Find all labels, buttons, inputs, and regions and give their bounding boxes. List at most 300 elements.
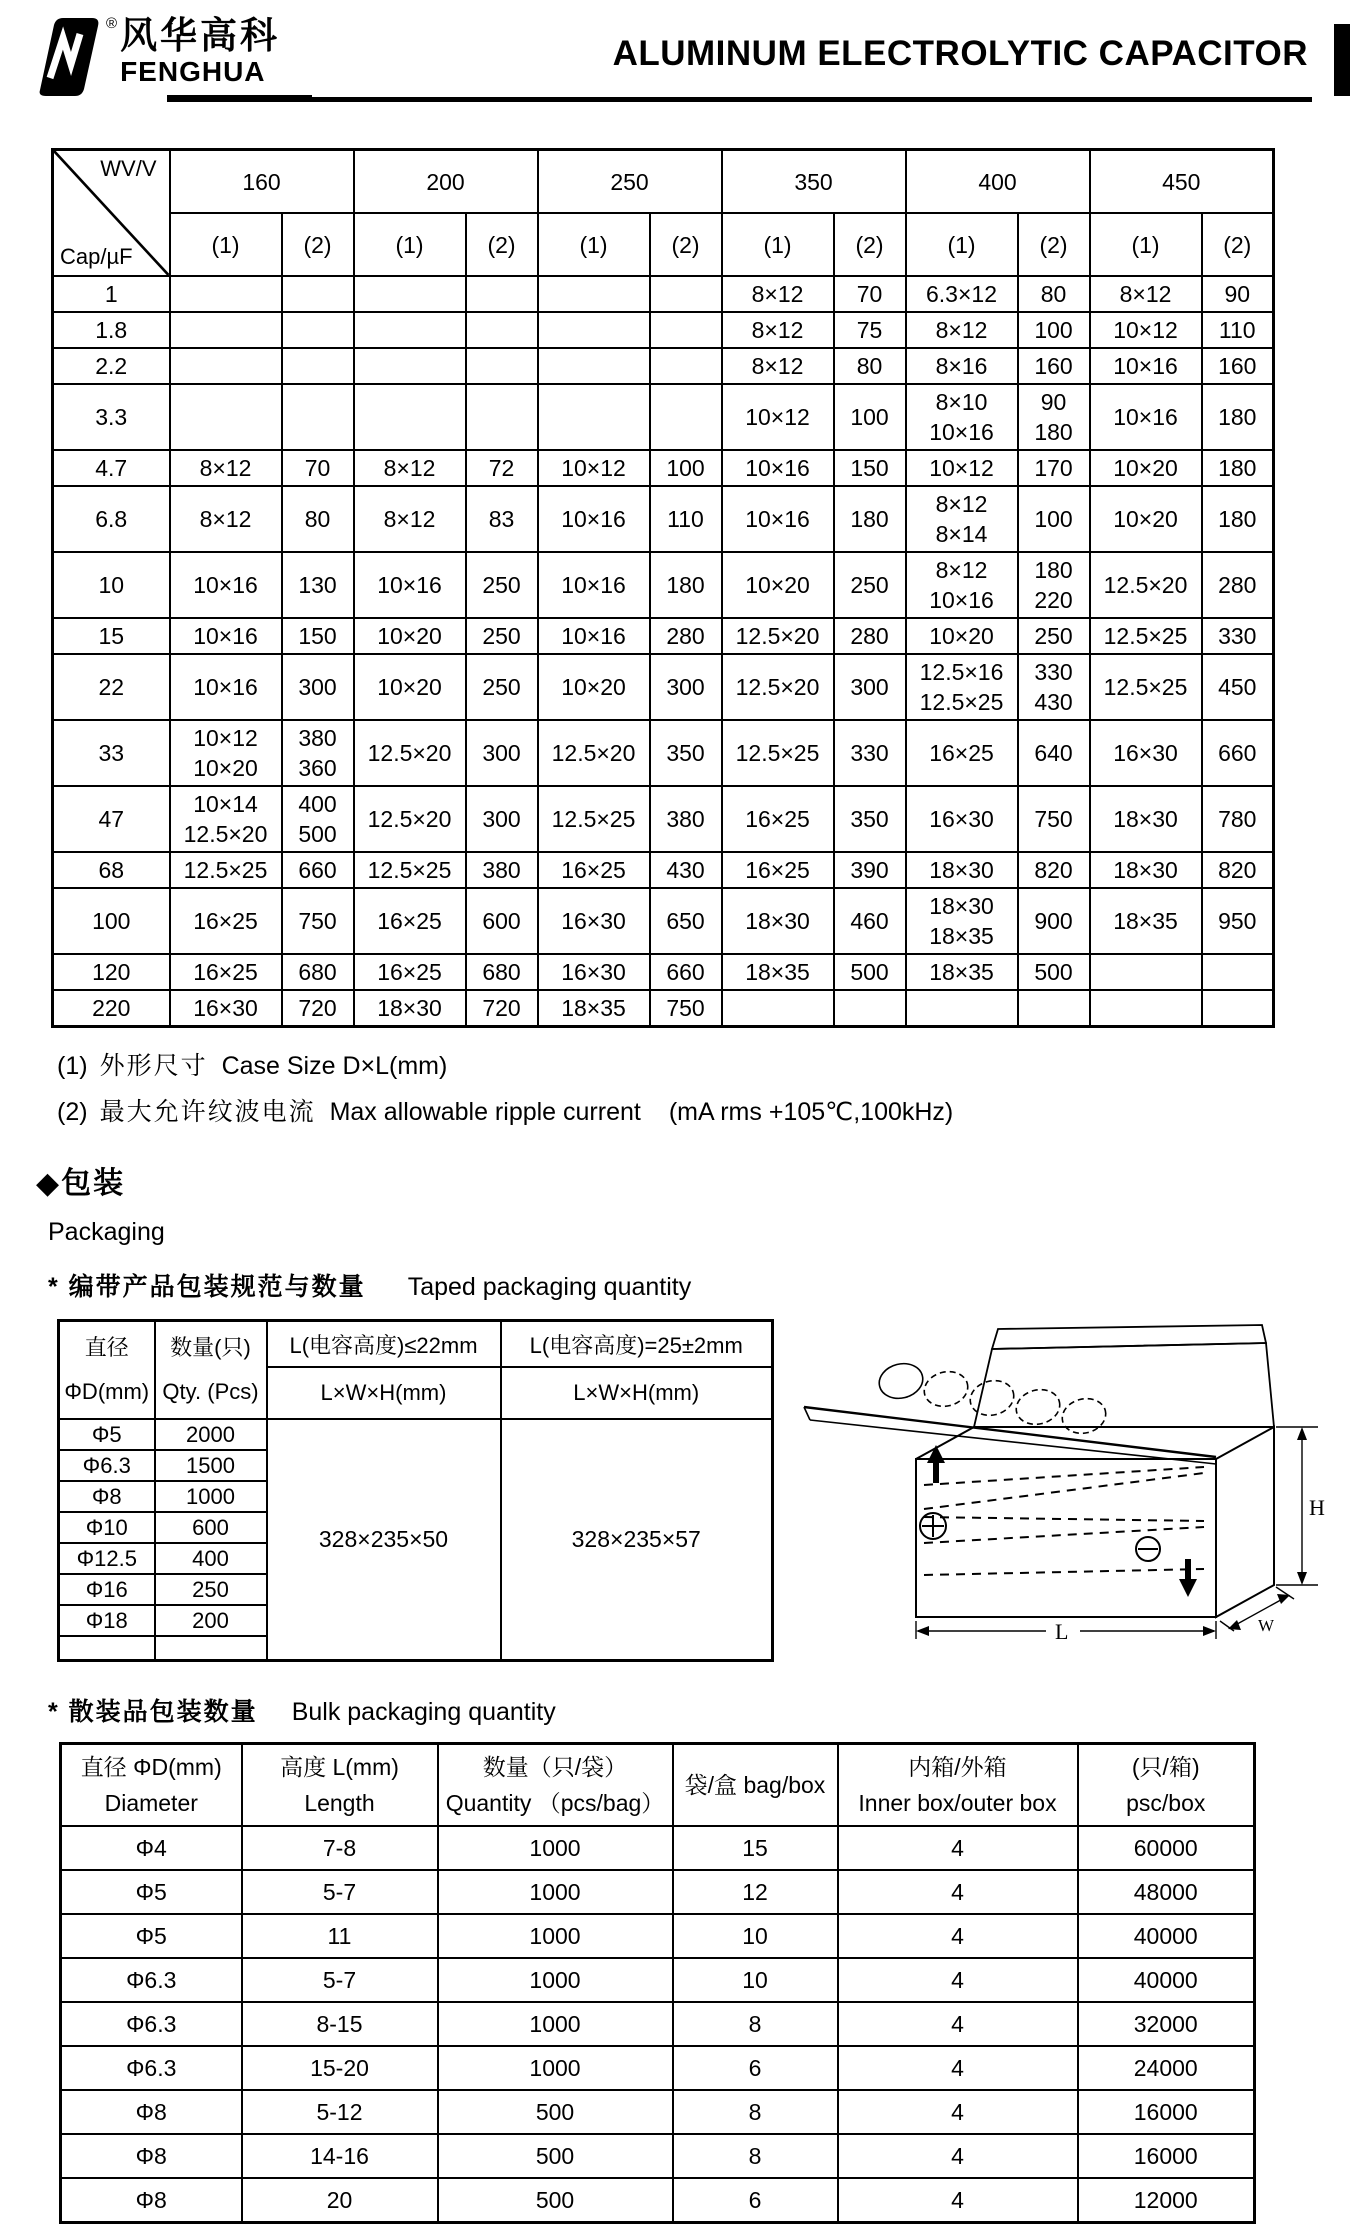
ripple-current-cell: 250 xyxy=(466,552,538,618)
voltage-header: 450 xyxy=(1090,150,1274,214)
cap-value-cell: 1.8 xyxy=(53,312,170,348)
case-size-cell xyxy=(354,384,466,450)
inner-outer-box-cell: 4 xyxy=(838,2046,1078,2090)
case-size-cell: 16×25 xyxy=(354,888,466,954)
sub-header-1: (1) xyxy=(538,213,650,276)
case-size-cell: 10×12 xyxy=(722,384,834,450)
ripple-current-cell: 450 xyxy=(1202,654,1274,720)
ratings-row xyxy=(53,486,1274,552)
sub-header-1: (1) xyxy=(722,213,834,276)
page-corner-mark xyxy=(1334,24,1350,96)
inner-outer-box-cell: 4 xyxy=(838,2090,1078,2134)
case-size-cell: 8×12 xyxy=(170,450,282,486)
bag-per-box-cell: 12 xyxy=(673,1870,838,1914)
case-size-cell: 10×14 12.5×20 xyxy=(170,786,282,852)
bulk-row xyxy=(61,2090,1255,2134)
ripple-current-cell xyxy=(282,348,354,384)
pcs-per-box-cell: 16000 xyxy=(1078,2134,1255,2178)
ripple-current-cell: 680 xyxy=(282,954,354,990)
ripple-current-cell: 300 xyxy=(650,654,722,720)
bag-per-box-cell: 8 xyxy=(673,2134,838,2178)
case-size-cell: 16×25 xyxy=(538,852,650,888)
case-size-cell: 16×25 xyxy=(170,888,282,954)
ripple-current-cell xyxy=(650,348,722,384)
empty-cell xyxy=(59,1636,155,1661)
case-size-cell xyxy=(906,990,1018,1027)
cap-value-cell: 33 xyxy=(53,720,170,786)
bag-per-box-cell: 6 xyxy=(673,2046,838,2090)
bulk-length-header xyxy=(242,1744,438,1827)
ripple-current-cell: 180 xyxy=(1202,384,1274,450)
ratings-row xyxy=(53,786,1274,852)
case-size-cell xyxy=(1090,990,1202,1027)
ripple-current-cell: 660 xyxy=(1202,720,1274,786)
diameter-cell: Φ5 xyxy=(61,1870,242,1914)
note-case-size xyxy=(57,1046,1350,1082)
case-size-cell: 10×16 xyxy=(1090,348,1202,384)
case-size-cell xyxy=(170,276,282,312)
note-number: (1) xyxy=(57,1052,88,1080)
case-size-cell xyxy=(722,990,834,1027)
case-size-cell: 8×12 xyxy=(170,486,282,552)
cap-value-cell: 6.8 xyxy=(53,486,170,552)
ripple-current-cell: 900 xyxy=(1018,888,1090,954)
ripple-current-cell: 280 xyxy=(650,618,722,654)
case-size-cell: 10×16 xyxy=(354,552,466,618)
case-size-cell: 10×20 xyxy=(538,654,650,720)
case-size-cell: 12.5×25 xyxy=(722,720,834,786)
case-size-cell: 10×20 xyxy=(354,654,466,720)
packaging-section-title-en: Packaging xyxy=(48,1218,165,1246)
case-size-cell: 12.5×20 xyxy=(722,618,834,654)
inner-outer-box-cell: 4 xyxy=(838,2002,1078,2046)
diameter-cell: Φ8 xyxy=(61,2090,242,2134)
ripple-current-cell xyxy=(282,276,354,312)
ripple-current-cell: 250 xyxy=(1018,618,1090,654)
note-ripple-current xyxy=(57,1092,1350,1128)
length-cell: 8-15 xyxy=(242,2002,438,2046)
ripple-current-cell xyxy=(650,384,722,450)
case-size-cell: 12.5×25 xyxy=(170,852,282,888)
header-line-en: psc/box xyxy=(1126,1790,1206,1816)
inner-outer-box-cell: 4 xyxy=(838,2178,1078,2223)
case-size-cell: 8×12 xyxy=(354,486,466,552)
diameter-cell: Φ18 xyxy=(59,1605,155,1636)
tape-down-arrow-icon xyxy=(1179,1559,1197,1597)
inner-outer-box-cell: 4 xyxy=(838,1870,1078,1914)
header-line-cn: (只/箱) xyxy=(1131,1754,1200,1780)
sub-header-2: (2) xyxy=(1018,213,1090,276)
cap-value-cell: 120 xyxy=(53,954,170,990)
ripple-current-cell: 90 180 xyxy=(1018,384,1090,450)
ripple-current-cell: 100 xyxy=(650,450,722,486)
taped-heading-en: Taped packaging quantity xyxy=(407,1273,692,1301)
ripple-current-cell: 390 xyxy=(834,852,906,888)
case-size-cell: 16×25 xyxy=(906,720,1018,786)
case-size-cell xyxy=(170,384,282,450)
case-size-cell: 18×30 xyxy=(906,852,1018,888)
case-size-cell: 18×35 xyxy=(906,954,1018,990)
cap-value-cell: 2.2 xyxy=(53,348,170,384)
case-size-cell: 8×12 xyxy=(906,312,1018,348)
case-size-cell: 18×35 xyxy=(1090,888,1202,954)
ripple-current-cell: 100 xyxy=(834,384,906,450)
pcs-per-box-cell: 60000 xyxy=(1078,1826,1255,1870)
bulk-row xyxy=(61,2002,1255,2046)
case-size-cell xyxy=(1090,954,1202,990)
qty-cell: 1500 xyxy=(155,1450,267,1481)
bulk-inner-outer-header xyxy=(838,1744,1078,1827)
qty-per-bag-cell: 1000 xyxy=(438,1870,673,1914)
length-cell: 5-7 xyxy=(242,1958,438,2002)
bulk-packaging-table xyxy=(59,1742,1256,2224)
bag-per-box-cell: 15 xyxy=(673,1826,838,1870)
case-size-cell: 18×30 xyxy=(354,990,466,1027)
cap-value-cell: 68 xyxy=(53,852,170,888)
bulk-row xyxy=(61,2046,1255,2090)
ratings-row xyxy=(53,954,1274,990)
header-rule xyxy=(312,97,1312,102)
case-size-cell: 10×16 xyxy=(1090,384,1202,450)
diameter-cell: Φ4 xyxy=(61,1826,242,1870)
bulk-row xyxy=(61,1958,1255,2002)
bulk-row xyxy=(61,1826,1255,1870)
qty-cell: 1000 xyxy=(155,1481,267,1512)
case-size-cell: 16×25 xyxy=(722,852,834,888)
bag-per-box-cell: 8 xyxy=(673,2090,838,2134)
ratings-row xyxy=(53,654,1274,720)
pcs-per-box-cell: 40000 xyxy=(1078,1958,1255,2002)
inner-outer-box-cell: 4 xyxy=(838,2134,1078,2178)
ratings-row xyxy=(53,720,1274,786)
pcs-per-box-cell: 32000 xyxy=(1078,2002,1255,2046)
ripple-current-cell: 160 xyxy=(1202,348,1274,384)
dim-label-l: L xyxy=(1055,1619,1069,1644)
case-size-cell: 12.5×20 xyxy=(538,720,650,786)
diameter-cell: Φ8 xyxy=(61,2134,242,2178)
qty-cell: 400 xyxy=(155,1543,267,1574)
ripple-current-cell: 600 xyxy=(466,888,538,954)
corner-label-cap: Cap/µF xyxy=(60,244,133,269)
page-header xyxy=(0,0,1350,118)
sub-header-2: (2) xyxy=(650,213,722,276)
taped-packaging-area xyxy=(57,1319,1350,1662)
ripple-current-cell: 70 xyxy=(282,450,354,486)
ripple-current-cell: 72 xyxy=(466,450,538,486)
pcs-per-box-cell: 12000 xyxy=(1078,2178,1255,2223)
case-size-cell: 16×25 xyxy=(722,786,834,852)
case-size-cell: 10×20 xyxy=(1090,486,1202,552)
case-size-cell: 10×12 xyxy=(906,450,1018,486)
ripple-current-cell: 660 xyxy=(650,954,722,990)
voltage-header: 400 xyxy=(906,150,1090,214)
ripple-current-cell: 350 xyxy=(650,720,722,786)
pcs-per-box-cell: 40000 xyxy=(1078,1914,1255,1958)
ripple-current-cell: 680 xyxy=(466,954,538,990)
case-size-cell: 12.5×20 xyxy=(354,720,466,786)
pcs-per-box-cell: 24000 xyxy=(1078,2046,1255,2090)
ripple-current-cell: 380 xyxy=(466,852,538,888)
case-size-cell: 18×35 xyxy=(538,990,650,1027)
case-size-cell xyxy=(354,312,466,348)
taped-table-body xyxy=(59,1419,773,1661)
case-size-cell: 10×20 xyxy=(354,618,466,654)
box-dims-25-cell: 328×235×57 xyxy=(501,1419,773,1661)
ripple-current-cell: 500 xyxy=(834,954,906,990)
case-size-cell: 12.5×25 xyxy=(538,786,650,852)
diameter-cell: Φ8 xyxy=(59,1481,155,1512)
ripple-current-cell: 180 xyxy=(1202,450,1274,486)
case-size-cell: 8×16 xyxy=(906,348,1018,384)
taped-heading-cn: * 编带产品包装规范与数量 xyxy=(48,1273,366,1301)
qty-per-bag-cell: 500 xyxy=(438,2090,673,2134)
note-text-cn: 外形尺寸 xyxy=(99,1052,208,1080)
ripple-current-cell: 950 xyxy=(1202,888,1274,954)
height-le22-header: L(电容高度)≤22mm xyxy=(267,1321,501,1368)
ripple-current-cell xyxy=(282,384,354,450)
ripple-current-cell xyxy=(650,312,722,348)
qty-per-bag-cell: 1000 xyxy=(438,1826,673,1870)
case-size-cell: 12.5×25 xyxy=(1090,654,1202,720)
bag-per-box-cell: 10 xyxy=(673,1958,838,2002)
taped-header-row-1 xyxy=(59,1321,773,1368)
case-size-cell: 16×30 xyxy=(1090,720,1202,786)
header-line-cn: 直径 ΦD(mm) xyxy=(80,1754,222,1780)
diameter-cell: Φ6.3 xyxy=(59,1450,155,1481)
ripple-current-cell xyxy=(1202,990,1274,1027)
length-cell: 7-8 xyxy=(242,1826,438,1870)
diameter-cell: Φ5 xyxy=(59,1419,155,1450)
ripple-current-cell: 820 xyxy=(1202,852,1274,888)
dim-label-w: W xyxy=(1258,1616,1275,1635)
case-size-cell: 18×30 xyxy=(1090,786,1202,852)
ripple-current-cell: 150 xyxy=(282,618,354,654)
ripple-current-cell: 780 xyxy=(1202,786,1274,852)
ripple-current-cell: 330 xyxy=(1202,618,1274,654)
qty-cell: 200 xyxy=(155,1605,267,1636)
ripple-current-cell: 180 xyxy=(650,552,722,618)
qty-per-bag-cell: 1000 xyxy=(438,1958,673,2002)
cap-value-cell: 3.3 xyxy=(53,384,170,450)
case-size-cell: 10×12 xyxy=(538,450,650,486)
case-size-cell: 10×16 xyxy=(538,552,650,618)
qty-header-en: Qty. (Pcs) xyxy=(162,1379,259,1404)
cap-value-cell: 22 xyxy=(53,654,170,720)
table-notes xyxy=(57,1046,1350,1128)
ripple-current-cell: 180 xyxy=(1202,486,1274,552)
ripple-current-cell: 110 xyxy=(650,486,722,552)
box-dims-le22-cell: 328×235×50 xyxy=(267,1419,501,1661)
cap-value-cell: 220 xyxy=(53,990,170,1027)
ripple-current-cell xyxy=(650,276,722,312)
ripple-current-cell xyxy=(282,312,354,348)
case-size-cell: 10×20 xyxy=(1090,450,1202,486)
case-size-cell: 10×16 xyxy=(170,552,282,618)
qty-per-bag-cell: 1000 xyxy=(438,2002,673,2046)
case-size-cell: 10×16 xyxy=(538,486,650,552)
qty-cell: 2000 xyxy=(155,1419,267,1450)
ripple-current-cell xyxy=(466,384,538,450)
bulk-heading-en: Bulk packaging quantity xyxy=(291,1698,556,1726)
diameter-header-cn: 直径 xyxy=(84,1335,129,1360)
ripple-current-cell: 160 xyxy=(1018,348,1090,384)
ripple-current-cell: 130 xyxy=(282,552,354,618)
header-line-en: Diameter xyxy=(104,1790,198,1816)
length-cell: 20 xyxy=(242,2178,438,2223)
case-size-cell: 18×30 xyxy=(1090,852,1202,888)
diameter-cell: Φ8 xyxy=(61,2178,242,2223)
diameter-cell: Φ16 xyxy=(59,1574,155,1605)
case-size-cell: 10×12 xyxy=(1090,312,1202,348)
ripple-current-cell: 820 xyxy=(1018,852,1090,888)
case-size-cell: 8×12 8×14 xyxy=(906,486,1018,552)
lwh-header: L×W×H(mm) xyxy=(501,1367,773,1419)
ratings-row xyxy=(53,852,1274,888)
height-25-header: L(电容高度)=25±2mm xyxy=(501,1321,773,1368)
ripple-current-cell: 150 xyxy=(834,450,906,486)
header-line-cn: 数量（只/袋） xyxy=(482,1754,628,1780)
case-size-cell: 8×12 xyxy=(722,312,834,348)
ripple-current-cell xyxy=(466,312,538,348)
ripple-current-cell: 80 xyxy=(1018,276,1090,312)
length-cell: 5-12 xyxy=(242,2090,438,2134)
ripple-current-cell xyxy=(466,276,538,312)
case-size-cell: 8×12 10×16 xyxy=(906,552,1018,618)
ripple-current-cell: 380 xyxy=(650,786,722,852)
cap-value-cell: 15 xyxy=(53,618,170,654)
header-line-cn: 内箱/外箱 xyxy=(908,1754,1007,1780)
ripple-current-cell: 720 xyxy=(282,990,354,1027)
ripple-current-cell: 350 xyxy=(834,786,906,852)
voltage-header-row xyxy=(53,150,1274,214)
ripple-current-cell: 250 xyxy=(466,618,538,654)
qty-per-bag-cell: 1000 xyxy=(438,2046,673,2090)
case-size-cell xyxy=(538,312,650,348)
ripple-current-cell: 330 xyxy=(834,720,906,786)
ripple-current-cell xyxy=(1202,954,1274,990)
bulk-header-row xyxy=(61,1744,1255,1827)
sub-header-2: (2) xyxy=(466,213,538,276)
diameter-cell: Φ5 xyxy=(61,1914,242,1958)
qty-per-bag-cell: 1000 xyxy=(438,1914,673,1958)
ripple-current-cell: 83 xyxy=(466,486,538,552)
ripple-current-cell: 750 xyxy=(282,888,354,954)
case-size-cell: 12.5×20 xyxy=(722,654,834,720)
case-size-cell: 10×16 xyxy=(722,450,834,486)
diameter-cell: Φ12.5 xyxy=(59,1543,155,1574)
ripple-current-cell: 250 xyxy=(466,654,538,720)
packaging-box-diagram xyxy=(796,1319,1336,1649)
inner-outer-box-cell: 4 xyxy=(838,1826,1078,1870)
ratings-row xyxy=(53,276,1274,312)
ripple-current-cell: 640 xyxy=(1018,720,1090,786)
ripple-current-cell: 170 xyxy=(1018,450,1090,486)
ripple-current-cell: 90 xyxy=(1202,276,1274,312)
ripple-current-cell: 80 xyxy=(834,348,906,384)
sub-header-2: (2) xyxy=(282,213,354,276)
cap-value-cell: 4.7 xyxy=(53,450,170,486)
qty-per-bag-cell: 500 xyxy=(438,2134,673,2178)
bulk-row xyxy=(61,1870,1255,1914)
sub-header-row xyxy=(53,213,1274,276)
ripple-current-cell: 500 xyxy=(1018,954,1090,990)
lwh-header: L×W×H(mm) xyxy=(267,1367,501,1419)
case-size-cell: 10×20 xyxy=(906,618,1018,654)
ripple-current-cell: 300 xyxy=(466,786,538,852)
case-size-cell: 8×10 10×16 xyxy=(906,384,1018,450)
diameter-cell: Φ6.3 xyxy=(61,2046,242,2090)
corner-label-voltage: WV/V xyxy=(100,156,157,181)
ripple-current-cell: 100 xyxy=(1018,312,1090,348)
case-size-cell: 12.5×16 12.5×25 xyxy=(906,654,1018,720)
voltage-header: 250 xyxy=(538,150,722,214)
case-size-cell xyxy=(354,348,466,384)
case-size-cell: 18×30 18×35 xyxy=(906,888,1018,954)
brand-name-en: FENGHUA xyxy=(120,55,266,87)
ripple-current-cell: 250 xyxy=(834,552,906,618)
header-line-en: Length xyxy=(304,1790,375,1816)
case-size-cell: 10×16 xyxy=(538,618,650,654)
fenghua-logo xyxy=(30,16,280,98)
cap-value-cell: 100 xyxy=(53,888,170,954)
case-size-cell: 12.5×25 xyxy=(354,852,466,888)
header-line-en: Inner box/outer box xyxy=(858,1790,1057,1816)
ratings-table xyxy=(51,148,1275,1028)
case-size-cell xyxy=(538,384,650,450)
case-size-cell: 16×25 xyxy=(170,954,282,990)
bulk-heading-cn: * 散装品包装数量 xyxy=(48,1698,258,1726)
packaging-section-title-cn: ◆包装 xyxy=(36,1167,126,1200)
ripple-current-cell: 300 xyxy=(834,654,906,720)
taped-packaging-heading xyxy=(48,1267,1350,1303)
sub-header-1: (1) xyxy=(354,213,466,276)
case-size-cell: 10×20 xyxy=(722,552,834,618)
ripple-current-cell: 460 xyxy=(834,888,906,954)
sub-header-1: (1) xyxy=(1090,213,1202,276)
ripple-current-cell: 300 xyxy=(282,654,354,720)
cap-value-cell: 47 xyxy=(53,786,170,852)
ratings-row xyxy=(53,384,1274,450)
dim-label-h: H xyxy=(1309,1495,1325,1520)
length-cell: 15-20 xyxy=(242,2046,438,2090)
ripple-current-cell: 720 xyxy=(466,990,538,1027)
case-size-cell: 10×12 10×20 xyxy=(170,720,282,786)
case-size-cell: 8×12 xyxy=(722,348,834,384)
registered-mark: ® xyxy=(106,15,118,32)
case-size-cell: 16×30 xyxy=(906,786,1018,852)
case-size-cell xyxy=(538,276,650,312)
bulk-row xyxy=(61,1914,1255,1958)
case-size-cell: 12.5×25 xyxy=(1090,618,1202,654)
pcs-per-box-cell: 16000 xyxy=(1078,2090,1255,2134)
diameter-cell: Φ6.3 xyxy=(61,1958,242,2002)
bulk-diameter-header xyxy=(61,1744,242,1827)
taped-packaging-table xyxy=(57,1319,774,1662)
length-cell: 14-16 xyxy=(242,2134,438,2178)
header-line-en: Quantity （pcs/bag） xyxy=(445,1790,665,1816)
taped-row xyxy=(59,1419,773,1450)
case-size-cell: 16×30 xyxy=(538,888,650,954)
ripple-current-cell xyxy=(1018,990,1090,1027)
fenghua-logo-icon xyxy=(30,16,104,98)
case-size-cell: 12.5×20 xyxy=(1090,552,1202,618)
empty-cell xyxy=(155,1636,267,1661)
ratings-row xyxy=(53,990,1274,1027)
case-size-cell: 12.5×20 xyxy=(354,786,466,852)
ripple-current-cell: 180 220 xyxy=(1018,552,1090,618)
case-size-cell: 8×12 xyxy=(722,276,834,312)
note-text-condition: (mA rms +105℃,100kHz) xyxy=(668,1098,954,1126)
